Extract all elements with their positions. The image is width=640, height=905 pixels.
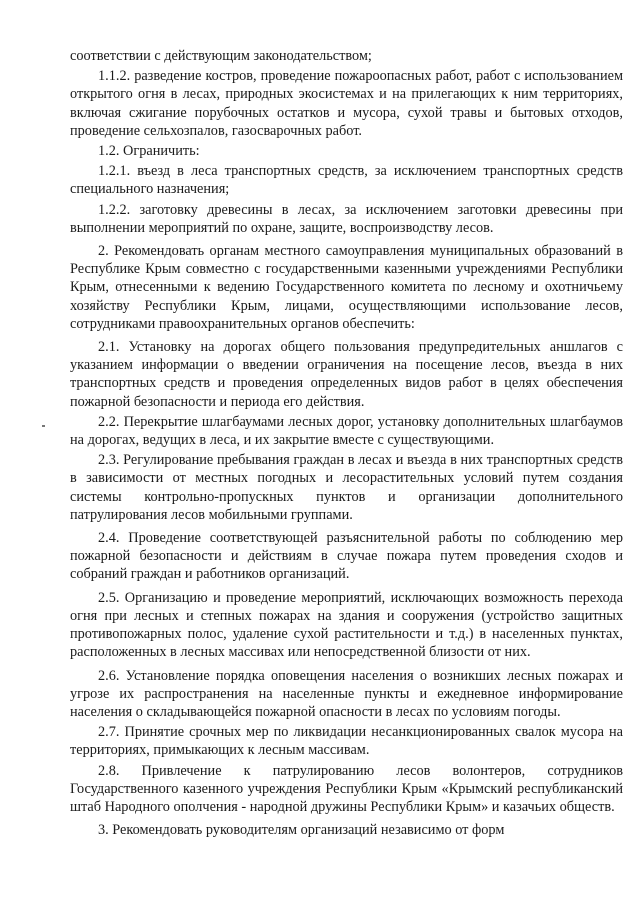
paragraph-1-1-2: 1.1.2. разведение костров, проведение пожароопасных работ, работ с использованием открытого огня в лесах, природных экосистемах и на прилегающих к ним территориях, включая сжигание порубочных остатков и мусора, сухой травы и бытовых отходов, проведение сельхозпалов, газосварочных работ. <box>70 68 623 139</box>
paragraph-2-1: 2.1. Установку на дорогах общего пользования предупредительных аншлагов с указанием информации о введении ограничения на посещение лесов, въезда в них транспортных средств и проведения определенных видов работ в целях обеспечения пожарной безопасности и периода его действия. <box>70 339 623 410</box>
paragraph-continuation: соответствии с действующим законодательством; <box>70 48 372 64</box>
paragraph-3: 3. Рекомендовать руководителям организаций независимо от форм <box>98 822 505 839</box>
paragraph-2: 2. Рекомендовать органам местного самоуправления муниципальных образований в Республике Крым совместно с государственными казенными учреждениями Республики Крым, отнесенными к ведению Государственного комитета по лесному и охотничьему хозяйству Республики Крым, лицами, осуществляющими использование лесов, сотрудниками правоохранительных органов обеспечить: <box>70 243 623 332</box>
paragraph-1-2-1: 1.2.1. въезд в леса транспортных средств, за исключением транспортных средств специального назначения; <box>70 163 623 198</box>
paragraph-2-7: 2.7. Принятие срочных мер по ликвидации несанкционированных свалок мусора на территориях, примыкающих к лесным массивам. <box>70 724 623 759</box>
document-body <box>70 47 623 839</box>
paragraph-2-5: 2.5. Организацию и проведение мероприятий, исключающих возможность перехода огня при лесных и степных пожарах на здания и сооружения (устройство защитных противопожарных полос, удаление сухой растительности и т.д.) в населенных пунктах, расположенных в лесных массивах или непосредственной близости от них. <box>70 589 623 661</box>
paragraph-2-3: 2.3. Регулирование пребывания граждан в лесах и въезда в них транспортных средств в зависимости от местных погодных и лесорастительных условий путем создания системы контрольно-пропускных пунктов и организации дополнительного патрулирования лесов мобильными группами. <box>70 452 623 523</box>
paragraph-2-6: 2.6. Установление порядка оповещения населения о возникших лесных пожарах и угрозе их распространения на населенные пункты и ежедневное информирование населения о складывающейся пожарной опасности в лесах по условиям погоды. <box>70 667 623 720</box>
paragraph-2-2: 2.2. Перекрытие шлагбаумами лесных дорог, установку дополнительных шлагбаумов на дорогах, ведущих в леса, и их закрытие вместе с существующими. <box>70 413 623 449</box>
scan-mark <box>42 425 45 427</box>
paragraph-1-2: 1.2. Ограничить: <box>98 143 200 160</box>
paragraph-1-2-2: 1.2.2. заготовку древесины в лесах, за исключением заготовки древесины при выполнении мероприятий по охране, защите, воспроизводству лесов. <box>70 201 623 236</box>
paragraph-2-4: 2.4. Проведение соответствующей разъяснительной работы по соблюдению мер пожарной безопасности и действиям в случае пожара путем проведения сходов и собраний граждан и работников организаций. <box>70 530 623 583</box>
paragraph-2-8: 2.8. Привлечение к патрулированию лесов волонтеров, сотрудников Государственного казенного учреждения Республики Крым «Крымский республиканский штаб Народного ополчения - народной дружины Республики Крым» и казачьих обществ. <box>70 762 623 815</box>
